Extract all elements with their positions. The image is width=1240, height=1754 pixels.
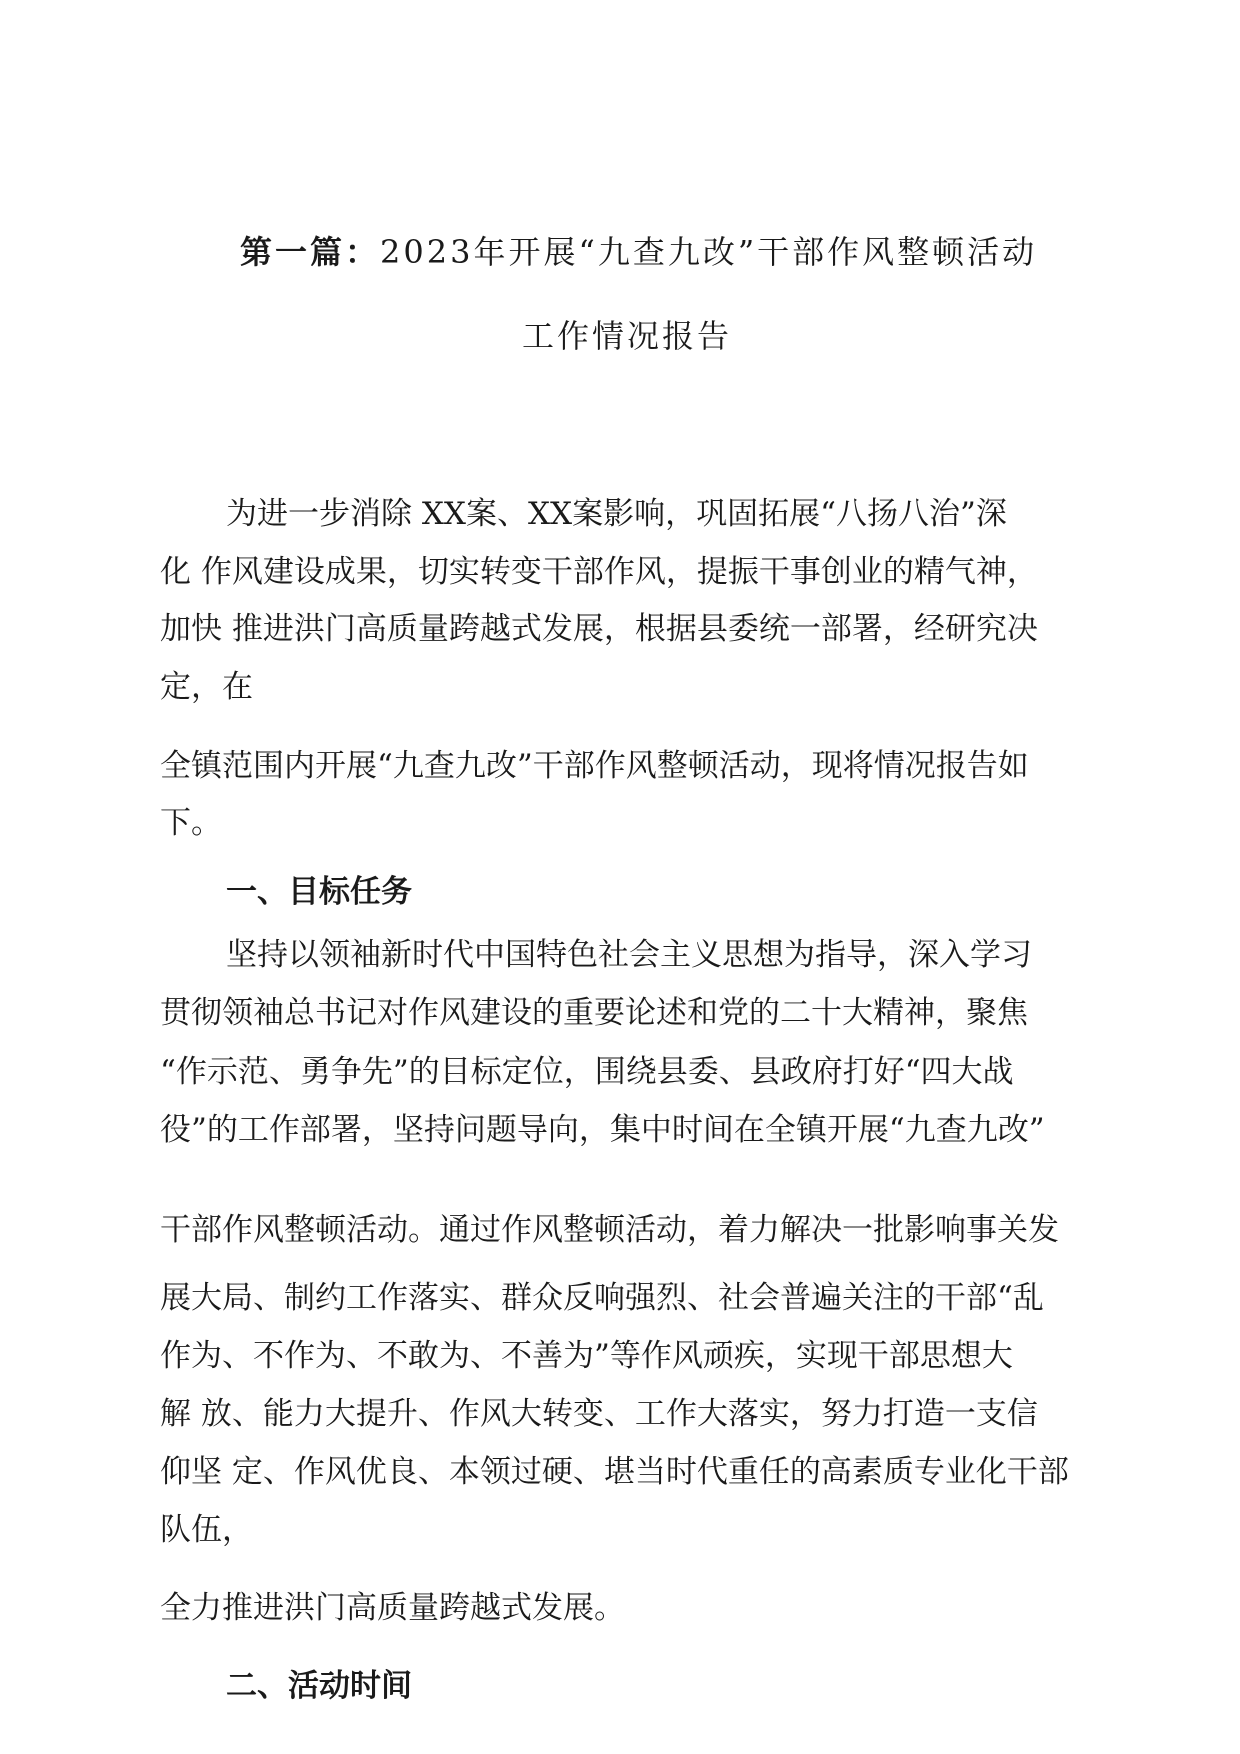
paragraph-line: 解 放、能力大提升、作风大转变、工作大落实，努力打造一支信 [160, 1396, 1038, 1432]
paragraph-line: 干部作风整顿活动。通过作风整顿活动，着力解决一批影响事关发 [160, 1212, 1059, 1248]
paragraph-line: 加快 推进洪门高质量跨越式发展，根据县委统一部署，经研究决 [160, 611, 1038, 647]
paragraph-line: “作示范、勇争先”的目标定位，围绕县委、县政府打好“四大战 [160, 1054, 1014, 1090]
paragraph-line: 下。 [160, 805, 222, 841]
paragraph-line: 作为、不作为、不敢为、不善为”等作风顽疾，实现干部思想大 [160, 1338, 1013, 1374]
section-heading-goals: 一、目标任务 [226, 874, 412, 910]
document-title-line-2: 工作情况报告 [522, 317, 733, 355]
paragraph-line: 坚持以领袖新时代中国特色社会主义思想为指导，深入学习 [226, 937, 1032, 973]
paragraph-line: 化 作风建设成果，切实转变干部作风，提振干事创业的精气神， [160, 554, 1038, 590]
section-heading-time: 二、活动时间 [226, 1668, 412, 1704]
paragraph-line: 全镇范围内开展“九查九改”干部作风整顿活动，现将情况报告如 [160, 748, 1029, 784]
paragraph-line: 展大局、制约工作落实、群众反响强烈、社会普遍关注的干部“乱 [160, 1280, 1044, 1316]
title-prefix: 第一篇： [240, 233, 381, 271]
document-title-line-1 [240, 232, 1037, 272]
paragraph-line: 全力推进洪门高质量跨越式发展。 [160, 1590, 625, 1626]
title-main: 2023年开展“九查九改”干部作风整顿活动 [380, 233, 1038, 271]
paragraph-line: 贯彻领袖总书记对作风建设的重要论述和党的二十大精神，聚焦 [160, 995, 1028, 1031]
paragraph-line: 为进一步消除 XX案、XX案影响，巩固拓展“八扬八治”深 [226, 496, 1007, 532]
paragraph-line: 队伍， [160, 1512, 253, 1548]
paragraph-line: 役”的工作部署，坚持问题导向，集中时间在全镇开展“九查九改” [160, 1112, 1045, 1148]
paragraph-line: 仰坚 定、作风优良、本领过硬、堪当时代重任的高素质专业化干部 [160, 1454, 1069, 1490]
paragraph-line: 定，在 [160, 669, 253, 705]
